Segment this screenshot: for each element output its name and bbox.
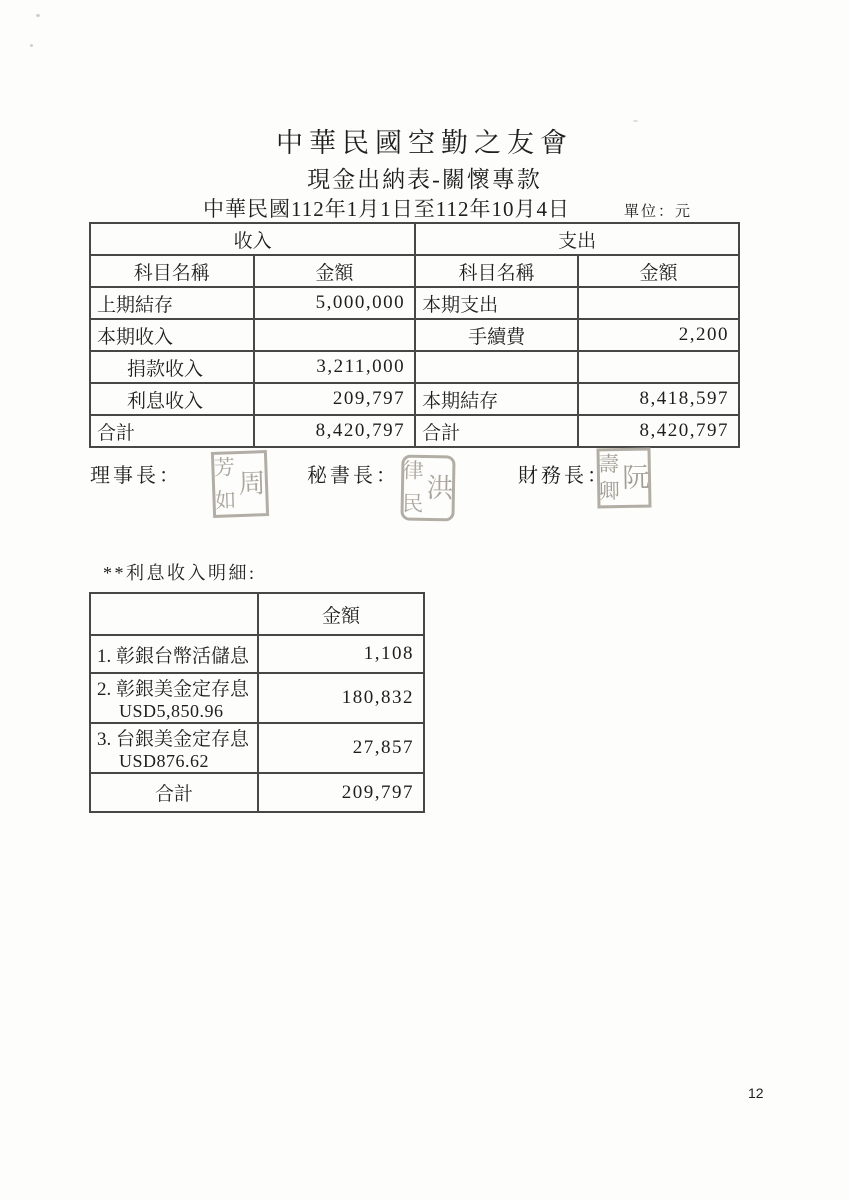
detail-name-cell xyxy=(90,673,258,723)
amount-cell: 209,797 xyxy=(258,773,424,812)
seal-character: 周 xyxy=(237,467,266,499)
detail-total-label: 合計 xyxy=(90,773,258,812)
account-name-cell: 合計 xyxy=(415,415,578,447)
secretary-signature-label: 秘書長： xyxy=(307,465,399,487)
table-row xyxy=(90,351,739,383)
page-number: 12 xyxy=(748,1085,764,1101)
cash-statement-table xyxy=(89,222,740,448)
detail-header-row xyxy=(90,593,424,635)
page-title: 中華民國空勤之友會 xyxy=(276,128,573,158)
amount-cell xyxy=(254,319,416,351)
detail-row xyxy=(90,723,424,773)
amount-column-header: 金額 xyxy=(258,593,424,635)
amount-cell: 1,108 xyxy=(258,635,424,673)
amount-cell: 8,420,797 xyxy=(254,415,416,447)
table-row xyxy=(90,383,739,415)
chairman-seal xyxy=(211,450,269,518)
interest-detail-heading: **利息收入明細: xyxy=(103,563,257,583)
column-header-row xyxy=(90,255,739,287)
secretary-seal xyxy=(400,455,455,522)
table-row xyxy=(90,287,739,319)
column-header: 科目名稱 xyxy=(415,255,578,287)
column-header: 科目名稱 xyxy=(90,255,254,287)
account-name-cell: 手續費 xyxy=(415,319,578,351)
page-subtitle: 現金出納表-關懷專款 xyxy=(307,167,542,192)
column-header: 金額 xyxy=(254,255,416,287)
income-section-header: 收入 xyxy=(90,223,415,255)
detail-name-line: 2. 彰銀美金定存息 xyxy=(97,679,250,700)
empty-header-cell xyxy=(90,593,258,635)
seal-characters xyxy=(402,458,425,516)
seal-characters xyxy=(214,457,237,512)
amount-cell: 8,418,597 xyxy=(578,383,739,415)
seal-character: 卿 xyxy=(598,479,620,504)
detail-row xyxy=(90,673,424,723)
account-name-cell: 本期結存 xyxy=(415,383,578,415)
detail-name-cell xyxy=(90,723,258,773)
table-row xyxy=(90,319,739,351)
expense-section-header: 支出 xyxy=(415,223,739,255)
detail-usd-line: USD5,850.96 xyxy=(119,701,224,721)
seal-character: 壽 xyxy=(598,452,620,477)
detail-name-line: 3. 台銀美金定存息 xyxy=(97,729,250,750)
treasurer-seal xyxy=(596,448,651,509)
total-row xyxy=(90,415,739,447)
column-header: 金額 xyxy=(578,255,739,287)
amount-cell: 2,200 xyxy=(578,319,739,351)
detail-name-cell: 1. 彰銀台幣活儲息 xyxy=(90,635,258,673)
section-header-row xyxy=(90,223,739,255)
account-name-cell: 本期收入 xyxy=(90,319,254,351)
account-name-cell xyxy=(415,351,578,383)
amount-cell: 209,797 xyxy=(254,383,416,415)
seal-character: 如 xyxy=(214,488,237,513)
amount-cell: 180,832 xyxy=(258,673,424,723)
account-name-cell: 利息收入 xyxy=(90,383,254,415)
account-name-cell: 合計 xyxy=(90,415,254,447)
account-name-cell: 上期結存 xyxy=(90,287,254,319)
interest-detail-table xyxy=(89,592,425,813)
seal-character: 民 xyxy=(402,491,424,516)
treasurer-signature-label: 財務長： xyxy=(518,465,610,487)
amount-cell: 8,420,797 xyxy=(578,415,739,447)
detail-row xyxy=(90,635,424,673)
scan-speck xyxy=(36,14,40,17)
amount-cell xyxy=(578,351,739,383)
amount-cell xyxy=(578,287,739,319)
chairman-signature-label: 理事長： xyxy=(90,465,182,487)
seal-character: 阮 xyxy=(622,462,650,493)
reporting-period: 中華民國112年1月1日至112年10月4日 xyxy=(203,197,570,221)
seal-character: 洪 xyxy=(426,472,454,503)
seal-character: 芳 xyxy=(213,455,236,480)
seal-characters xyxy=(598,454,620,502)
detail-total-row xyxy=(90,773,424,812)
account-name-cell: 本期支出 xyxy=(415,287,578,319)
amount-cell: 5,000,000 xyxy=(254,287,416,319)
currency-unit-label: 單位：元 xyxy=(624,204,693,220)
account-name-cell: 捐款收入 xyxy=(90,351,254,383)
scan-speck xyxy=(30,44,33,47)
amount-cell: 3,211,000 xyxy=(254,351,416,383)
seal-character: 律 xyxy=(402,458,425,483)
amount-cell: 27,857 xyxy=(258,723,424,773)
detail-usd-line: USD876.62 xyxy=(119,751,210,771)
